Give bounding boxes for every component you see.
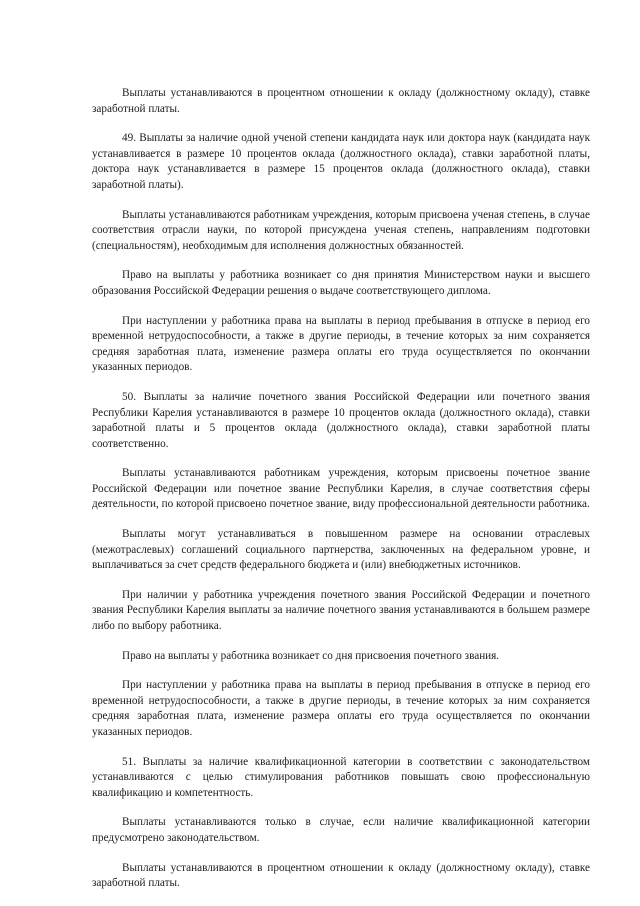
paragraph-12: 51. Выплаты за наличие квалификационной категории в соответствии с законодательством устанавливаются с целью стимулирования работников повышать свою профессиональную квалификацию и компетентность. xyxy=(92,755,590,799)
paragraph-1: Выплаты устанавливаются в процентном отношении к окладу (должностному окладу), ставке заработной платы. xyxy=(92,87,590,115)
paragraph-8: Выплаты могут устанавливаться в повышенном размере на основании отраслевых (межотраслевых) соглашений социального партнерства, заключенных на федеральном уровне, и выплачиваться за счет средств федерального бюджета и (или) внебюджетных источников. xyxy=(92,528,590,572)
document-page xyxy=(92,86,590,906)
paragraph-4: Право на выплаты у работника возникает со дня принятия Министерством науки и высшего образования Российской Федерации решения о выдаче соответствующего диплома. xyxy=(92,269,590,297)
paragraph-10: Право на выплаты у работника возникает со дня присвоения почетного звания. xyxy=(122,649,500,662)
paragraph-2: 49. Выплаты за наличие одной ученой степени кандидата наук или доктора наук (кандидата наук устанавливается в размере 10 процентов оклада (должностного оклада), ставки заработной платы, доктора наук устанавливается в размере 15 процентов оклада (должностного оклада), ставки заработной платы). xyxy=(92,132,590,191)
paragraph-14: Выплаты устанавливаются в процентном отношении к окладу (должностному окладу), ставке заработной платы. xyxy=(92,861,590,890)
paragraph-13: Выплаты устанавливаются только в случае, если наличие квалификационной категории предусмотрено законодательством. xyxy=(92,816,590,844)
paragraph-3: Выплаты устанавливаются работникам учреждения, которым присвоена ученая степень, в случае соответствия отрасли науки, по которой присуждена ученая степень, направлениям подготовки (специальностям), необходимым для исполнения должностных обязанностей. xyxy=(92,208,590,252)
paragraph-9: При наличии у работника учреждения почетного звания Российской Федерации и почетного звания Республики Карелия выплаты за наличие почетного звания устанавливаются в большем размере либо по выбору работника. xyxy=(92,588,590,633)
paragraph-5: При наступлении у работника права на выплаты в период пребывания в отпуске в период его временной нетрудоспособности, а также в другие периоды, в течение которых за ним сохраняется средняя заработная плата, изменение размера оплаты его труда осуществляется по окончании указанных периодов. xyxy=(92,314,590,374)
paragraph-11: При наступлении у работника права на выплаты в период пребывания в отпуске в период его временной нетрудоспособности, а также в другие периоды, в течение которых за ним сохраняется средняя заработная плата, изменение размера оплаты его труда осуществляется по окончании указанных периодов. xyxy=(92,679,590,738)
paragraph-6: 50. Выплаты за наличие почетного звания Российской Федерации или почетного звания Республики Карелия устанавливаются в размере 10 процентов оклада (должностного оклада), ставки заработной платы и 5 процентов оклада (должностного оклада), ставки заработной платы соответственно. xyxy=(92,390,590,450)
paragraph-7: Выплаты устанавливаются работникам учреждения, которым присвоены почетное звание Российской Федерации или почетное звание Республики Карелия, в случае соответствия сферы деятельности, по которой присвоено почетное звание, виду профессиональной деятельности работника. xyxy=(92,467,590,511)
